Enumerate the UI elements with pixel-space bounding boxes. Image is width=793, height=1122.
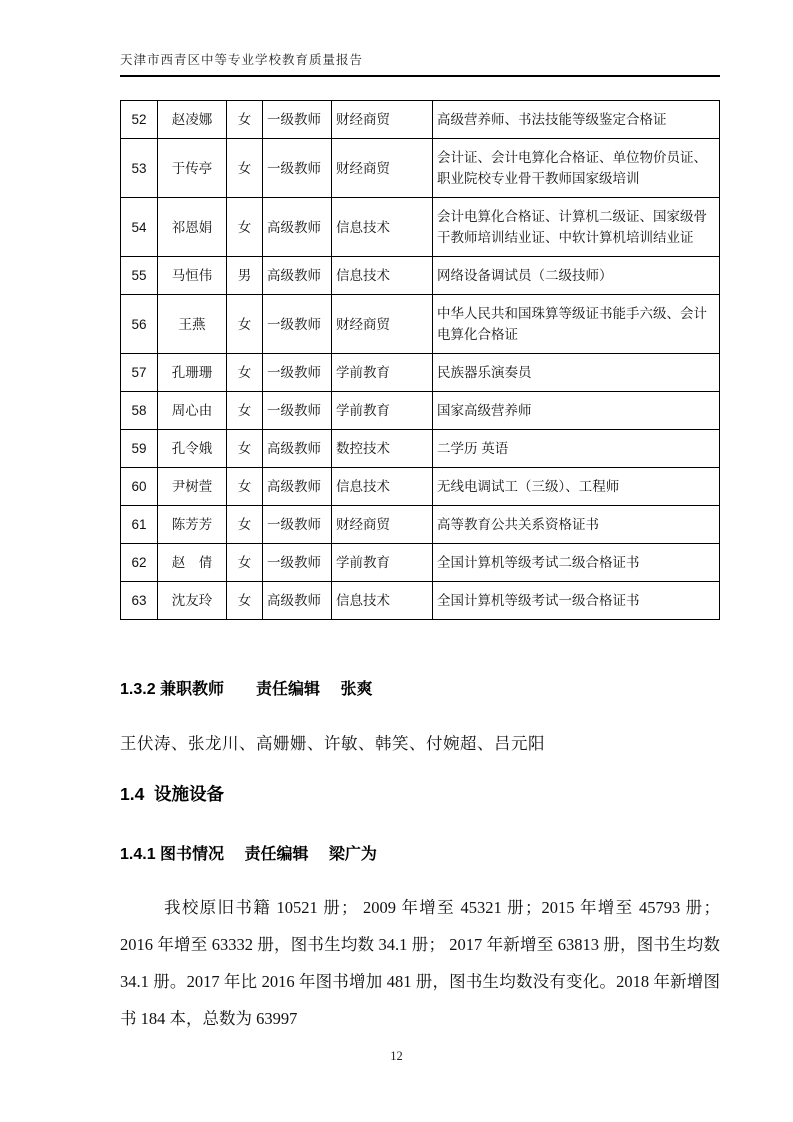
cell-dept: 数控技术 bbox=[332, 430, 433, 468]
cell-no: 53 bbox=[121, 139, 158, 198]
table-row bbox=[121, 354, 720, 392]
cell-title: 高级教师 bbox=[263, 257, 332, 295]
cell-gender: 女 bbox=[227, 139, 263, 198]
cell-certs: 会计证、会计电算化合格证、单位物价员证、职业院校专业骨干教师国家级培训 bbox=[433, 139, 720, 198]
cell-title: 高级教师 bbox=[263, 582, 332, 620]
cell-certs: 全国计算机等级考试一级合格证书 bbox=[433, 582, 720, 620]
cell-gender: 女 bbox=[227, 392, 263, 430]
cell-dept: 财经商贸 bbox=[332, 139, 433, 198]
cell-no: 59 bbox=[121, 430, 158, 468]
cell-name: 马恒伟 bbox=[158, 257, 227, 295]
table-row bbox=[121, 257, 720, 295]
table-row bbox=[121, 101, 720, 139]
cell-name: 尹树萱 bbox=[158, 468, 227, 506]
cell-gender: 女 bbox=[227, 354, 263, 392]
cell-dept: 学前教育 bbox=[332, 544, 433, 582]
cell-dept: 信息技术 bbox=[332, 257, 433, 295]
cell-gender: 女 bbox=[227, 430, 263, 468]
teacher-table-body bbox=[121, 101, 720, 620]
cell-name: 赵凌娜 bbox=[158, 101, 227, 139]
table-row bbox=[121, 392, 720, 430]
cell-title: 一级教师 bbox=[263, 295, 332, 354]
cell-no: 62 bbox=[121, 544, 158, 582]
cell-title: 高级教师 bbox=[263, 430, 332, 468]
cell-certs: 会计电算化合格证、计算机二级证、国家级骨干教师培训结业证、中软计算机培训结业证 bbox=[433, 198, 720, 257]
cell-no: 61 bbox=[121, 506, 158, 544]
cell-no: 56 bbox=[121, 295, 158, 354]
cell-gender: 男 bbox=[227, 257, 263, 295]
cell-name: 孔珊珊 bbox=[158, 354, 227, 392]
cell-name: 周心由 bbox=[158, 392, 227, 430]
cell-title: 一级教师 bbox=[263, 139, 332, 198]
cell-title: 高级教师 bbox=[263, 198, 332, 257]
cell-name: 祁恩娟 bbox=[158, 198, 227, 257]
cell-certs: 国家高级营养师 bbox=[433, 392, 720, 430]
cell-name: 陈芳芳 bbox=[158, 506, 227, 544]
table-row bbox=[121, 139, 720, 198]
cell-certs: 无线电调试工（三级）、工程师 bbox=[433, 468, 720, 506]
running-header: 天津市西青区中等专业学校教育质量报告 bbox=[120, 0, 720, 77]
section-heading-1-4-facilities: 1.4 设施设备 bbox=[120, 784, 225, 804]
cell-name: 于传亭 bbox=[158, 139, 227, 198]
table-row bbox=[121, 295, 720, 354]
cell-gender: 女 bbox=[227, 544, 263, 582]
page-number: 12 bbox=[390, 1049, 403, 1063]
cell-dept: 学前教育 bbox=[332, 354, 433, 392]
cell-title: 一级教师 bbox=[263, 354, 332, 392]
cell-gender: 女 bbox=[227, 198, 263, 257]
cell-no: 60 bbox=[121, 468, 158, 506]
cell-no: 63 bbox=[121, 582, 158, 620]
cell-no: 54 bbox=[121, 198, 158, 257]
table-row bbox=[121, 198, 720, 257]
cell-title: 一级教师 bbox=[263, 506, 332, 544]
cell-title: 一级教师 bbox=[263, 544, 332, 582]
cell-gender: 女 bbox=[227, 295, 263, 354]
cell-dept: 财经商贸 bbox=[332, 101, 433, 139]
section-heading-1-3-2-part-time-teachers: 1.3.2 兼职教师 责任编辑 张爽 bbox=[120, 681, 373, 698]
cell-no: 55 bbox=[121, 257, 158, 295]
cell-no: 57 bbox=[121, 354, 158, 392]
cell-gender: 女 bbox=[227, 101, 263, 139]
table-row bbox=[121, 506, 720, 544]
cell-title: 一级教师 bbox=[263, 101, 332, 139]
section-heading-1-4-1-books: 1.4.1 图书情况 责任编辑 梁广为 bbox=[120, 846, 377, 863]
cell-name: 赵 倩 bbox=[158, 544, 227, 582]
cell-dept: 财经商贸 bbox=[332, 295, 433, 354]
table-row bbox=[121, 544, 720, 582]
cell-dept: 信息技术 bbox=[332, 468, 433, 506]
cell-dept: 信息技术 bbox=[332, 198, 433, 257]
cell-dept: 学前教育 bbox=[332, 392, 433, 430]
teachers-qualification-table bbox=[120, 100, 720, 620]
cell-gender: 女 bbox=[227, 582, 263, 620]
cell-certs: 中华人民共和国珠算等级证书能手六级、会计电算化合格证 bbox=[433, 295, 720, 354]
page-content bbox=[120, 0, 720, 1054]
cell-gender: 女 bbox=[227, 506, 263, 544]
cell-certs: 民族器乐演奏员 bbox=[433, 354, 720, 392]
cell-certs: 全国计算机等级考试二级合格证书 bbox=[433, 544, 720, 582]
cell-name: 沈友玲 bbox=[158, 582, 227, 620]
cell-dept: 财经商贸 bbox=[332, 506, 433, 544]
table-row bbox=[121, 582, 720, 620]
books-statistics-paragraph: 我校原旧书籍 10521 册； 2009 年增至 45321 册；2015 年增至 45793 册； 2016 年增至 63332 册，图书生均数 34.1 册； 2017 年新增至 63813 册，图书生均数 34.1 册。2017 年比 2016 年图书增加 481 册，图书生均数没有变化。2018 年新增图书 184 本，总数为 63997 bbox=[120, 898, 720, 1028]
cell-dept: 信息技术 bbox=[332, 582, 433, 620]
cell-name: 王燕 bbox=[158, 295, 227, 354]
cell-certs: 高级营养师、书法技能等级鉴定合格证 bbox=[433, 101, 720, 139]
table-row bbox=[121, 430, 720, 468]
cell-certs: 高等教育公共关系资格证书 bbox=[433, 506, 720, 544]
cell-no: 58 bbox=[121, 392, 158, 430]
part-time-teacher-names: 王伏涛、张龙川、高姗姗、许敏、韩笑、付婉超、吕元阳 bbox=[120, 734, 545, 753]
table-row bbox=[121, 468, 720, 506]
cell-name: 孔令娥 bbox=[158, 430, 227, 468]
cell-title: 一级教师 bbox=[263, 392, 332, 430]
cell-gender: 女 bbox=[227, 468, 263, 506]
cell-certs: 二学历 英语 bbox=[433, 430, 720, 468]
cell-no: 52 bbox=[121, 101, 158, 139]
cell-title: 高级教师 bbox=[263, 468, 332, 506]
cell-certs: 网络设备调试员（二级技师） bbox=[433, 257, 720, 295]
